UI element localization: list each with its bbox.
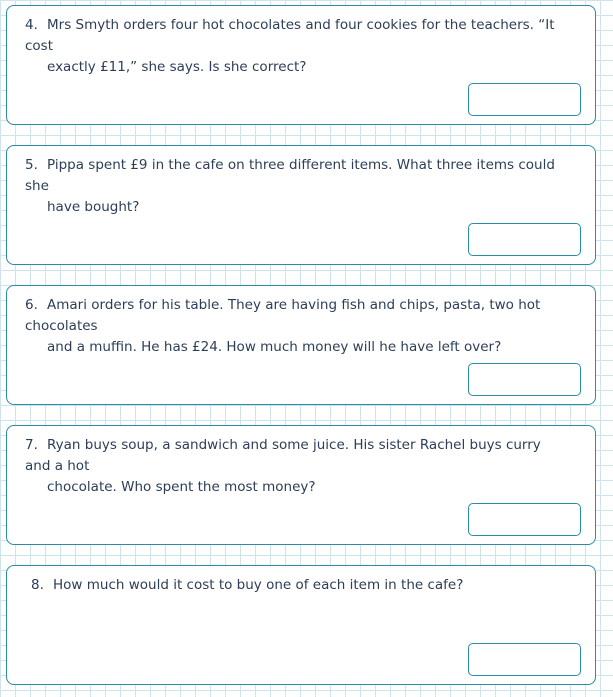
answer-box-4[interactable] bbox=[468, 83, 581, 116]
question-line-4b: exactly £11,” she says. Is she correct? bbox=[47, 59, 307, 75]
question-number-5: 5. bbox=[25, 157, 38, 173]
answer-box-7[interactable] bbox=[468, 503, 581, 536]
question-line-5a: Pippa spent £9 in the cafe on three different items. What three items could she bbox=[25, 157, 555, 194]
question-text-8 bbox=[31, 575, 565, 596]
question-text-4 bbox=[25, 15, 565, 78]
question-number-6: 6. bbox=[25, 297, 38, 313]
question-card-6 bbox=[6, 285, 596, 405]
question-number-8: 8. bbox=[31, 577, 44, 593]
question-text-7 bbox=[25, 435, 565, 498]
question-number-7: 7. bbox=[25, 437, 38, 453]
question-card-4 bbox=[6, 5, 596, 125]
question-line-6b: and a muffin. He has £24. How much money will he have left over? bbox=[47, 339, 502, 355]
answer-box-8[interactable] bbox=[468, 643, 581, 676]
question-card-8 bbox=[6, 565, 596, 685]
question-line-7b: chocolate. Who spent the most money? bbox=[47, 479, 316, 495]
question-line-6a: Amari orders for his table. They are having fish and chips, pasta, two hot chocolates bbox=[25, 297, 541, 334]
answer-box-5[interactable] bbox=[468, 223, 581, 256]
question-line-5b: have bought? bbox=[47, 199, 140, 215]
question-card-5 bbox=[6, 145, 596, 265]
question-number-4: 4. bbox=[25, 17, 38, 33]
question-line-7a: Ryan buys soup, a sandwich and some juice. His sister Rachel buys curry and a hot bbox=[25, 437, 541, 474]
question-text-6 bbox=[25, 295, 565, 358]
question-line-4a: Mrs Smyth orders four hot chocolates and four cookies for the teachers. “It cost bbox=[25, 17, 555, 54]
question-card-7 bbox=[6, 425, 596, 545]
answer-box-6[interactable] bbox=[468, 363, 581, 396]
question-text-5 bbox=[25, 155, 565, 218]
question-line-8a: How much would it cost to buy one of each item in the cafe? bbox=[53, 577, 464, 593]
